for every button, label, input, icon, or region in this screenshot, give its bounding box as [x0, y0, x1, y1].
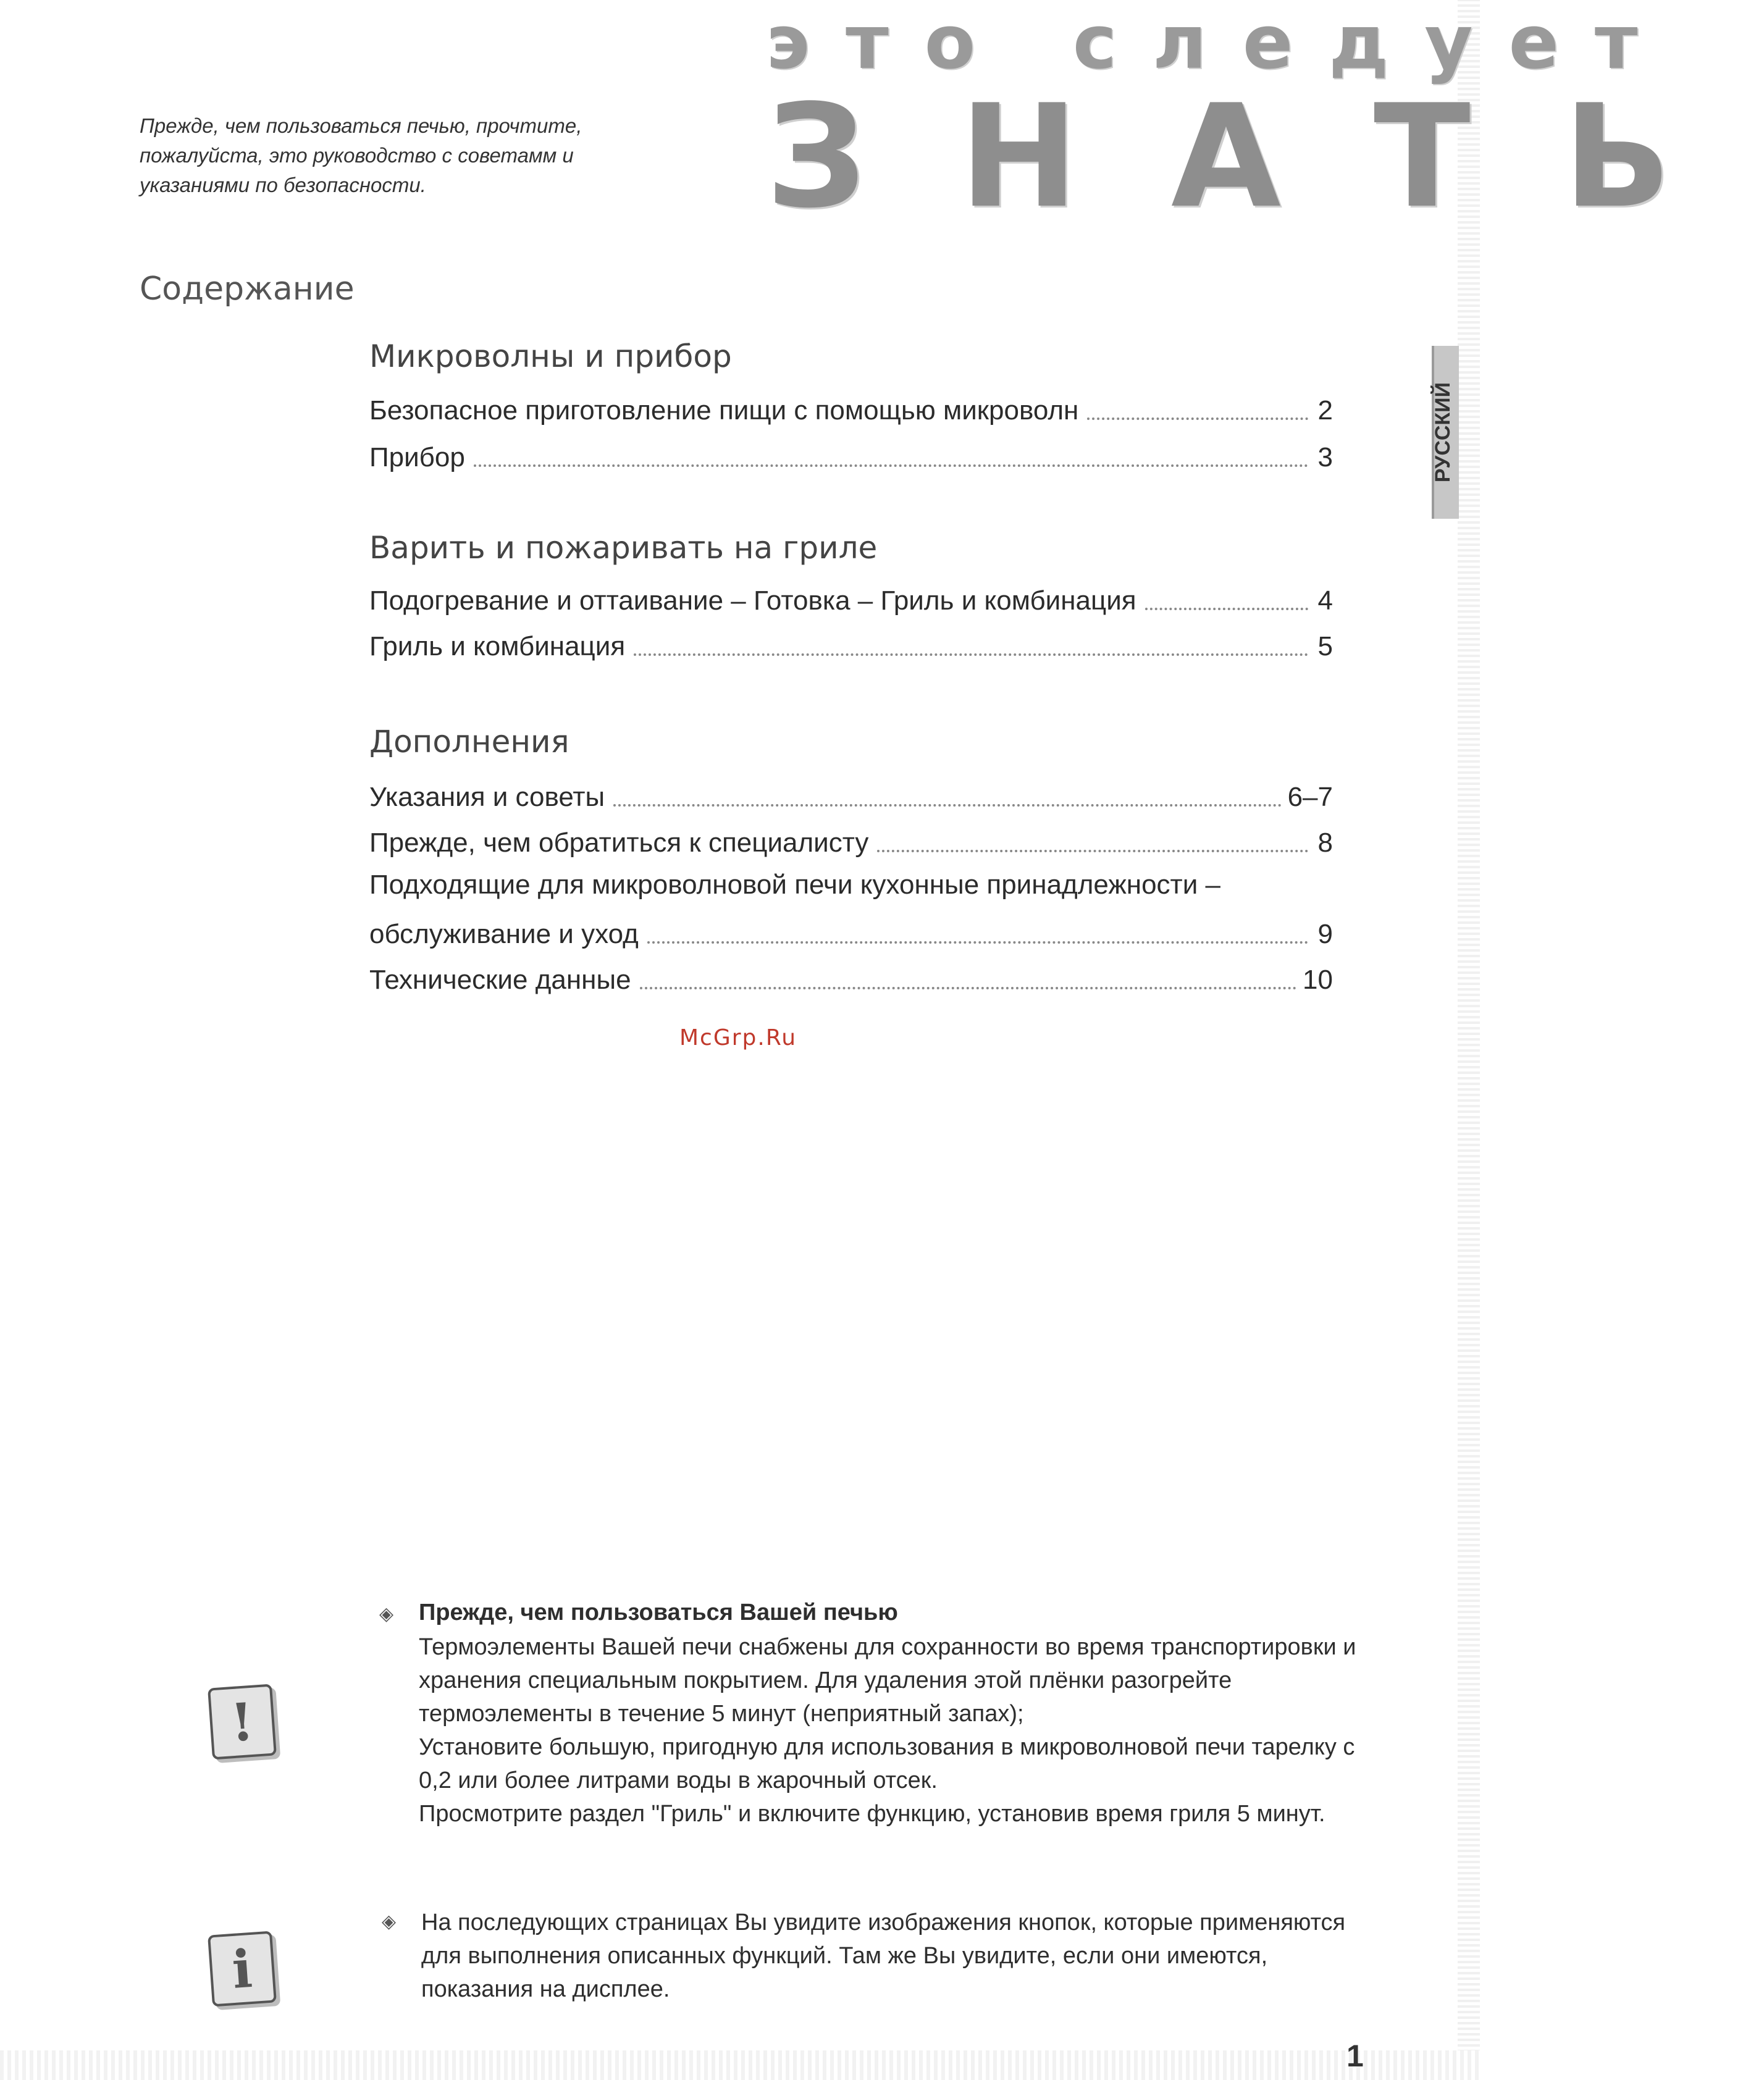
toc-item-label: Прибор: [369, 442, 465, 472]
info-bullet-icon: ◈: [382, 1911, 397, 1932]
scan-edge-right: [1458, 0, 1480, 2080]
toc-item-label: Прежде, чем обратиться к специалисту: [369, 828, 869, 858]
toc-leader-dots: [640, 987, 1297, 989]
contents-title: Содержание: [140, 270, 355, 308]
page-number: 1: [1346, 2039, 1364, 2073]
toc-item-label: Технические данные: [369, 965, 631, 995]
toc-leader-dots: [634, 653, 1308, 656]
toc-item-label: Безопасное приготовление пищи с помощью микроволн: [369, 395, 1079, 426]
note-body: [419, 1630, 1358, 1830]
toc-item-label: Указания и советы: [369, 782, 605, 812]
toc-leader-dots: [613, 804, 1281, 807]
toc-item-page: 6–7: [1287, 782, 1333, 812]
note-paragraph: Просмотрите раздел "Гриль" и включите функцию, установив время гриля 5 минут.: [419, 1801, 1325, 1827]
toc-item-page: 8: [1317, 828, 1333, 858]
note-bullet-icon: ◈: [379, 1604, 394, 1624]
warning-icon: [208, 1684, 277, 1760]
toc-item-label: Гриль и комбинация: [369, 631, 626, 661]
warning-glyph: !: [229, 1690, 256, 1753]
header-title-line2: ЗНАТЬ: [766, 75, 1764, 240]
toc-leader-dots: [877, 850, 1308, 852]
info-text: На последующих страницах Вы увидите изображения кнопок, которые применяются для выполнения описанных функций. Там же Вы увидите, если они имеются, показания на дисплее.: [421, 1910, 1346, 2002]
toc-item-label: Подогревание и оттаивание – Готовка – Гриль и комбинация: [369, 585, 1136, 616]
toc-item-page: 5: [1317, 631, 1333, 661]
toc-item[interactable]: [369, 958, 1333, 996]
note-paragraph: Установите большую, пригодную для использования в микроволновой печи тарелку с 0,2 или более литрами воды в жарочный отсек.: [419, 1734, 1355, 1793]
section-title-cooking-grill: Варить и пожаривать на гриле: [369, 530, 878, 566]
toc-item-page: 2: [1317, 395, 1333, 426]
intro-text: Прежде, чем пользоваться печью, прочтите, пожалуйста, это руководство с советамм и указаниями по безопасности.: [140, 114, 582, 196]
toc-item[interactable]: [369, 436, 1333, 473]
toc-item-page: 3: [1317, 442, 1333, 472]
watermark: McGrp.Ru: [679, 1025, 797, 1050]
toc-leader-dots: [474, 464, 1308, 467]
note-title: Прежде, чем пользоваться Вашей печью: [419, 1600, 898, 1625]
toc-item[interactable]: [369, 776, 1333, 813]
toc-item-label-wrapped[interactable]: Подходящие для микроволновой печи кухонные принадлежности –: [369, 870, 1220, 900]
toc-item-page: 10: [1303, 965, 1333, 995]
toc-item[interactable]: [369, 579, 1333, 616]
toc-leader-dots: [647, 941, 1308, 944]
toc-leader-dots: [1145, 608, 1308, 610]
section-title-additions: Дополнения: [369, 724, 569, 760]
toc-item[interactable]: [369, 821, 1333, 858]
toc-item-label: обслуживание и уход: [369, 919, 639, 949]
language-label: РУССКИЙ: [1431, 382, 1455, 483]
scan-edge-bottom: [0, 2050, 1480, 2080]
toc-leader-dots: [1087, 417, 1308, 420]
toc-item[interactable]: [369, 389, 1333, 426]
info-glyph: i: [230, 1937, 254, 2000]
section-title-microwaves: Микроволны и прибор: [369, 338, 732, 374]
toc-item-page: 4: [1317, 585, 1333, 616]
toc-item-page: 9: [1317, 919, 1333, 949]
toc-item[interactable]: [369, 913, 1333, 950]
info-icon: [208, 1931, 277, 2007]
header-title-line1: это следует: [766, 0, 1674, 86]
toc-item[interactable]: [369, 625, 1333, 662]
note-paragraph: Термоэлементы Вашей печи снабжены для сохранности во время транспортировки и хранения специальным покрытием. Для удаления этой плёнки разогрейте термоэлементы в течение 5 минут (неприятный запах);: [419, 1634, 1356, 1727]
